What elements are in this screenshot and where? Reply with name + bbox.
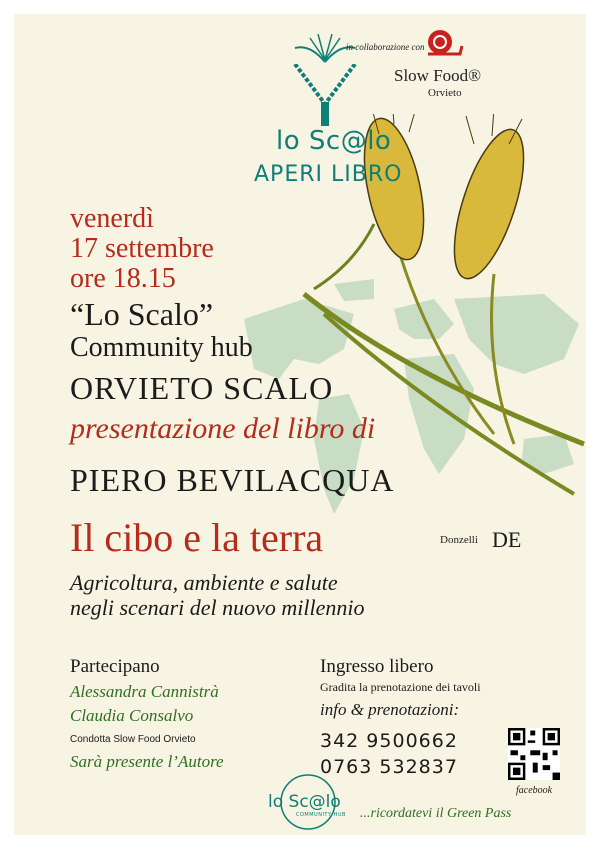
- logo-line-1: lo Sc@lo: [276, 126, 392, 156]
- qr-label: facebook: [516, 785, 553, 796]
- location: ORVIETO SCALO: [70, 370, 334, 406]
- subtitle-line-1: Agricoltura, ambiente e salute: [70, 570, 338, 595]
- bottom-logo-text: lo Sc@lo: [268, 792, 341, 812]
- venue-type: Community hub: [70, 332, 253, 363]
- book-intro: presentazione del libro di: [70, 412, 376, 445]
- entry-info: Ingresso libero: [320, 656, 434, 677]
- qr-code: [508, 728, 560, 780]
- publisher-logo: [490, 526, 530, 552]
- green-pass-reminder: ...ricordatevi il Green Pass: [360, 806, 512, 821]
- author-name: PIERO BEVILACQUA: [70, 462, 395, 498]
- zipper-icon: [290, 64, 360, 126]
- svg-text:DE: DE: [492, 527, 522, 552]
- event-date: 17 settembre: [70, 233, 214, 264]
- event-time: ore 18.15: [70, 263, 176, 294]
- phone-2: 0763 532837: [320, 756, 458, 778]
- aperilibro-logo: [254, 34, 404, 204]
- participant-2: Claudia Consalvo: [70, 706, 194, 725]
- participant-role: Condotta Slow Food Orvieto: [70, 734, 196, 745]
- partner-name: Slow Food®: [394, 66, 482, 85]
- poster: [14, 14, 586, 835]
- author-note: Sarà presente l’Autore: [70, 752, 224, 771]
- snail-icon: [424, 28, 464, 58]
- participants-heading: Partecipano: [70, 656, 160, 677]
- logo-line-2: APERI LIBRO: [254, 162, 403, 187]
- community-hub-logo: [268, 772, 348, 834]
- subtitle-line-2: negli scenari del nuovo millennio: [70, 595, 365, 620]
- book-title: Il cibo e la terra: [70, 515, 324, 560]
- bottom-logo-subtext: COMMUNITY HUB: [296, 812, 346, 818]
- booking-info: Gradita la prenotazione dei tavoli: [320, 680, 481, 694]
- partner-city: Orvieto: [428, 87, 462, 99]
- event-day: venerdì: [70, 203, 154, 234]
- book-subtitle: [70, 570, 365, 620]
- participant-1: Alessandra Cannistrà: [70, 682, 219, 701]
- collaboration-label: in collaborazione con: [346, 42, 425, 52]
- publisher-name: Donzelli: [440, 534, 478, 546]
- info-label: info & prenotazioni:: [320, 700, 460, 719]
- phone-1: 342 9500662: [320, 730, 458, 752]
- venue-name: “Lo Scalo”: [70, 296, 214, 332]
